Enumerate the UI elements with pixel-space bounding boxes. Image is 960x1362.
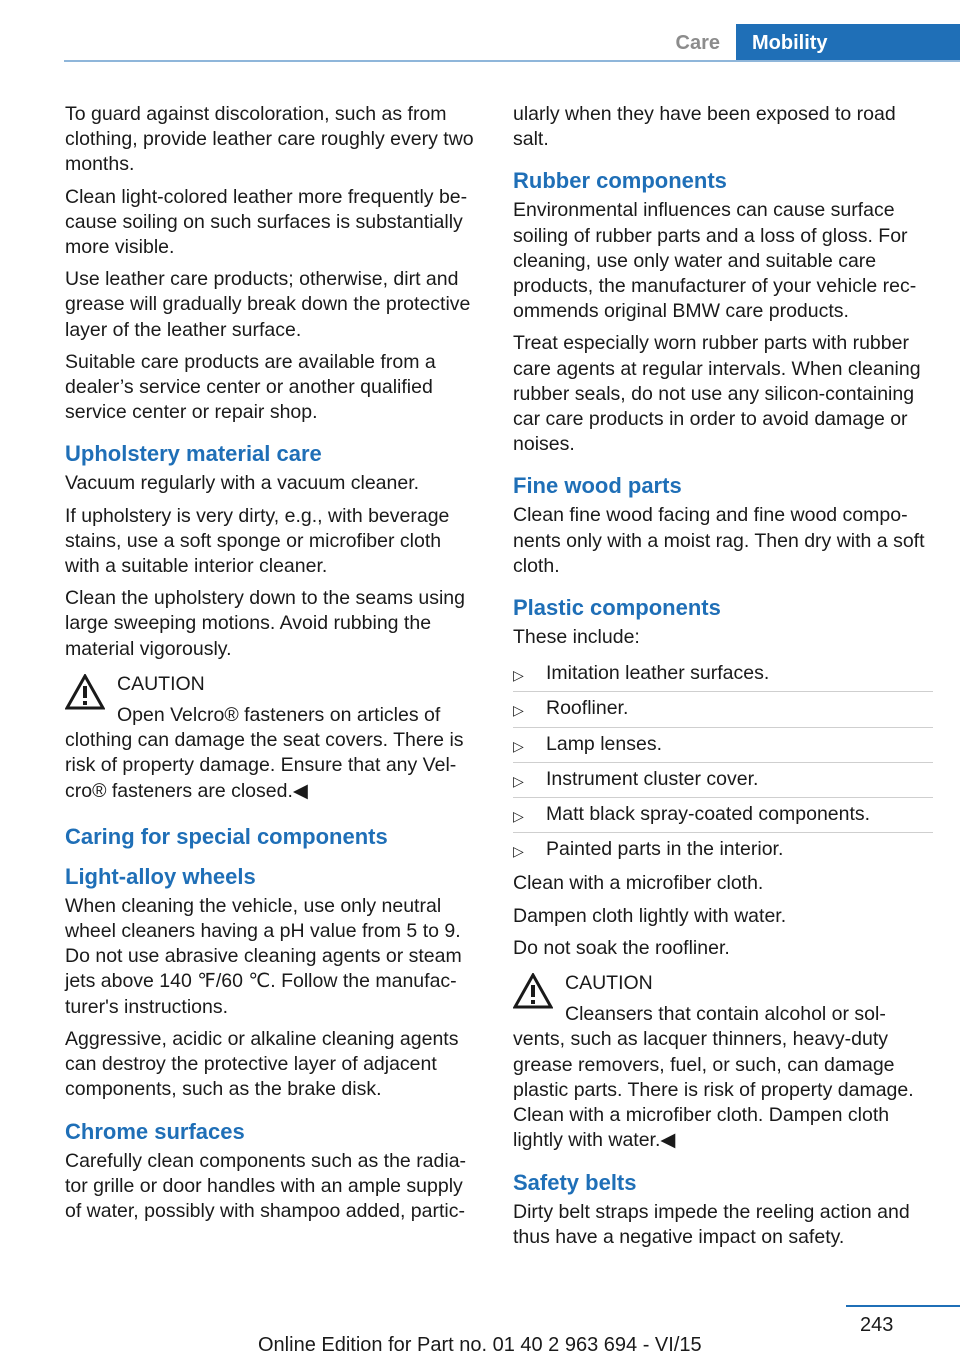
heading-wood: Fine wood parts [513,473,682,499]
list-item-text: Lamp lenses. [546,732,662,755]
paragraph: Clean fine wood facing and fine wood compo-nents only with a moist rag. Then dry with a soft cloth. [513,504,925,577]
warning-triangle-icon [513,973,553,1009]
paragraph: Clean with a microfiber cloth. [513,872,764,895]
paragraph: Aggressive, acidic or alkaline cleaning agents can destroy the protective layer of adjacent components, such as the brake disk. [65,1027,459,1101]
paragraph: Clean the upholstery down to the seams using large sweeping motions. Avoid rubbing the material vigorously. [65,587,465,660]
paragraph: Clean light-colored leather more frequently be-cause soiling on such surfaces is substantially more visible. [65,185,468,259]
tab-mobility[interactable]: Mobility [736,24,960,62]
heading-rubber: Rubber components [513,168,727,194]
triangle-right-icon: ▷ [513,843,524,860]
list-item-text: Matt black spray-coated components. [546,803,871,826]
list-item [513,728,933,763]
paragraph: These include: [513,626,640,649]
paragraph: Dampen cloth lightly with water. [513,904,787,927]
triangle-right-icon: ▷ [513,667,524,684]
paragraph: Vacuum regularly with a vacuum cleaner. [65,472,420,495]
caution-body: Cleansers that contain alcohol or sol-vents, such as lacquer thinners, heavy-duty grease removers, fuel, or such, can damage plastic parts. There is risk of property damage. Clean with a microfiber cloth. Dampen cloth lightly with water.◀ [513,1003,914,1152]
caution-title: CAUTION [117,672,205,695]
caution-box [513,971,933,1153]
paragraph: ularly when they have been exposed to road salt. [513,103,896,151]
paragraph: When cleaning the vehicle, use only neutral wheel cleaners having a pH value from 5 to 9. Do not use abrasive cleaning agents or steam jets above 140 ℉/60 ℃. Follow the manufac-turer's instructions. [65,894,462,1018]
paragraph: Carefully clean components such as the radia-tor grille or door handles with an ample supply of water, possibly with shampoo added, partic- [65,1149,467,1222]
paragraph: Treat especially worn rubber parts with rubber care agents at regular intervals. When cleaning rubber seals, do not use any silicon-containing car care products in order to avoid damage or noises. [513,332,921,456]
paragraph: If upholstery is very dirty, e.g., with beverage stains, use a soft sponge or microfiber cloth with a suitable interior cleaner. [65,504,450,578]
list-item [513,833,933,867]
triangle-right-icon: ▷ [513,772,524,789]
paragraph: Suitable care products are available from a dealer’s service center or another qualified service center or repair shop. [65,350,436,424]
header-tabs [648,24,960,62]
left-column [65,102,479,1231]
list-item [513,657,933,692]
heading-special-components: Caring for special components [65,823,388,849]
caution-box [65,672,479,804]
list-item-text: Imitation leather surfaces. [546,662,770,685]
triangle-right-icon: ▷ [513,737,524,754]
caution-title: CAUTION [565,972,653,995]
heading-belts: Safety belts [513,1169,637,1195]
edition-text: Online Edition for Part no. 01 40 2 963 694 - VI/15 [258,1334,702,1356]
heading-upholstery: Upholstery material care [65,441,322,467]
list-item [513,692,933,727]
paragraph: Do not soak the roofliner. [513,936,730,959]
heading-chrome: Chrome surfaces [65,1118,245,1144]
list-item-text: Roofliner. [546,697,629,720]
warning-triangle-icon [65,674,105,710]
triangle-right-icon: ▷ [513,808,524,825]
tab-care[interactable]: Care [648,24,736,62]
list-item-text: Instrument cluster cover. [546,767,759,790]
header-rule [64,60,960,62]
paragraph: To guard against discoloration, such as from clothing, provide leather care roughly every two months. [65,103,474,176]
page-number: 243 [860,1314,894,1336]
footer-rule [846,1305,960,1307]
paragraph: Environmental influences can cause surface soiling of rubber parts and a loss of gloss. For cleaning, use only water and suitable care products, the manufacturer of your vehicle rec-ommends original BMW care products. [513,199,917,323]
heading-wheels: Light-alloy wheels [65,863,256,889]
paragraph: Use leather care products; otherwise, dirt and grease will gradually break down the protective layer of the leather surface. [65,268,471,341]
caution-body: Open Velcro® fasteners on articles of clothing can damage the seat covers. There is risk of property damage. Ensure that any Vel-cro® fasteners are closed.◀ [65,704,464,802]
list-item [513,763,933,798]
bullet-list [513,657,933,867]
heading-plastic: Plastic components [513,595,721,621]
list-item [513,798,933,833]
triangle-right-icon: ▷ [513,702,524,719]
right-column [513,102,933,1257]
paragraph: Dirty belt straps impede the reeling action and thus have a negative impact on safety. [513,1200,910,1248]
list-item-text: Painted parts in the interior. [546,838,784,861]
